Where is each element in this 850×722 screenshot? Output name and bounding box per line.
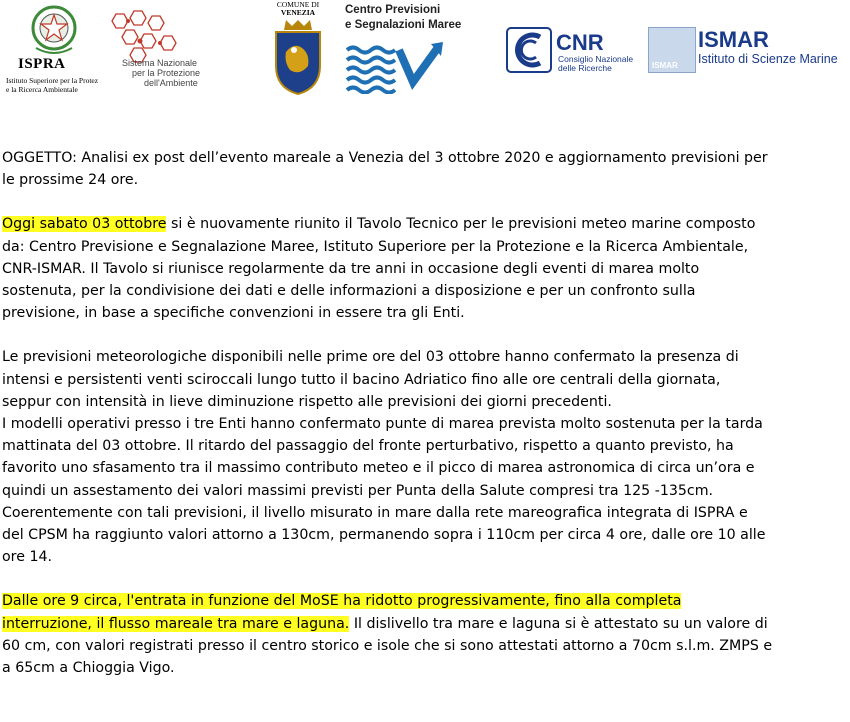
document-body [2,147,850,701]
cnr-name: CNR [556,30,604,55]
paragraph-3-line-2: Il dislivello tra mare e laguna si è attestato su un valore di [349,615,768,632]
paragraph-2-line-8: Coerentemente con tali previsioni, il livello misurato in mare dalla rete mareografica integrata di ISPRA e [2,504,748,521]
cpsm-logo [345,3,461,33]
venezia-coat-of-arms-icon [272,18,324,96]
cnr-subtitle-2: delle Ricerche [558,63,612,73]
paragraph-1-line-3: CNR-ISMAR. Il Tavolo si riunisce regolarmente da tre anni in occasione degli eventi di marea molto [2,260,700,277]
snpa-line-2: per la Protezione [132,68,201,78]
paragraph-2-line-10: ore 14. [2,549,53,566]
paragraph-2-line-2: intensi e persistenti venti sciroccali lungo tutto il bacino Adriatico fino alle ore centrali della giornata, [2,371,721,388]
subject-line-2: le prossime 24 ore. [2,172,139,189]
ismar-name: ISMAR [698,27,769,52]
paragraph-1-line-4: sostenuta, per la condivisione dei dati e delle informazioni a disposizione e per un confronto sulla [2,283,696,300]
ispra-name: ISPRA [18,56,66,72]
ismar-badge-icon [648,27,696,73]
header-logos [0,0,850,100]
cnr-emblem-icon [506,27,552,73]
paragraph-3-line-4: a 65cm a Chioggia Vigo. [2,660,175,677]
ispra-subtitle-1: Istituto Superiore per la Protez [6,76,99,85]
paragraph-2-line-7: quindi un assestamento dei valori massimi previsti per Punta della Salute compresi tra 125 -135cm. [2,482,714,499]
subject-line-1: OGGETTO: Analisi ex post dell’evento mareale a Venezia del 3 ottobre 2020 e aggiornamento previsioni per [2,150,768,166]
paragraph-3-line-3: 60 cm, con valori registrati presso il centro storico e isole che si sono attestati attorno a 70cm s.l.m. ZMPS e [2,637,773,654]
venezia-logo [270,1,326,17]
ispra-subtitle-2: e la Ricerca Ambientale [6,85,78,94]
paragraph-3 [2,590,850,679]
venezia-line-2: VENEZIA [280,8,316,17]
highlighted-date: Oggi sabato 03 ottobre [2,216,167,233]
paragraph-2-line-5: mattinata del 03 ottobre. Il ritardo del passaggio del fronte perturbativo, rispetto a quanto previsto, ha [2,438,734,455]
paragraph-2-line-4: I modelli operativi presso i tre Enti hanno confermato punte di marea prevista molto sostenuta per la tarda [2,416,763,433]
paragraph-1 [2,213,850,324]
highlighted-mose-line-2: interruzione, il flusso mareale tra mare e laguna. [2,615,350,632]
paragraph-1-line-2: da: Centro Previsione e Segnalazione Maree, Istituto Superiore per la Protezione e la Ricerca Ambientale, [2,238,749,255]
snpa-line-1: Sistema Nazionale [122,58,198,68]
snpa-hexagon-network-icon [104,8,184,64]
snpa-logo [122,58,242,88]
highlighted-mose-line-1: Dalle ore 9 circa, l'entrata in funzione del MoSE ha ridotto progressivamente, fino alla completa [2,593,682,610]
ismar-badge-label: ISMAR [652,61,678,70]
paragraph-2-line-9: del CPSM ha raggiunto valori attorno a 130cm, permanendo sopra i 110cm per circa 4 ore, dalle ore 10 alle [2,527,766,544]
snpa-line-3: dell'Ambiente [144,78,198,88]
paragraph-2 [2,346,850,568]
cpsm-line-2: e Segnalazioni Maree [345,19,462,31]
venezia-line-1: COMUNE DI [276,0,320,9]
ismar-subtitle: Istituto di Scienze Marine [698,52,838,66]
paragraph-1-line-1: si è nuovamente riunito il Tavolo Tecnico per le previsioni meteo marine composto [166,216,756,233]
subject-paragraph [2,147,850,191]
cpsm-line-1: Centro Previsioni [345,4,441,16]
cnr-subtitle-1: Consiglio Nazionale [558,54,634,64]
paragraph-2-line-3: seppur con intensità in lieve diminuzione rispetto alle previsioni dei giorni precedenti. [2,393,612,410]
cnr-subtitle [558,55,633,73]
paragraph-2-line-1: Le previsioni meteorologiche disponibili nelle prime ore del 03 ottobre hanno confermato la presenza di [2,349,739,366]
italian-republic-emblem-icon [30,4,78,56]
paragraph-1-line-5: previsione, in base a specifiche convenzioni in essere tra gli Enti. [2,305,465,322]
paragraph-2-line-6: favorito uno sfasamento tra il massimo contributo meteo e il picco di marea astronomica di circa un’ora e [2,460,755,477]
cpsm-waves-arrow-icon [345,42,445,94]
